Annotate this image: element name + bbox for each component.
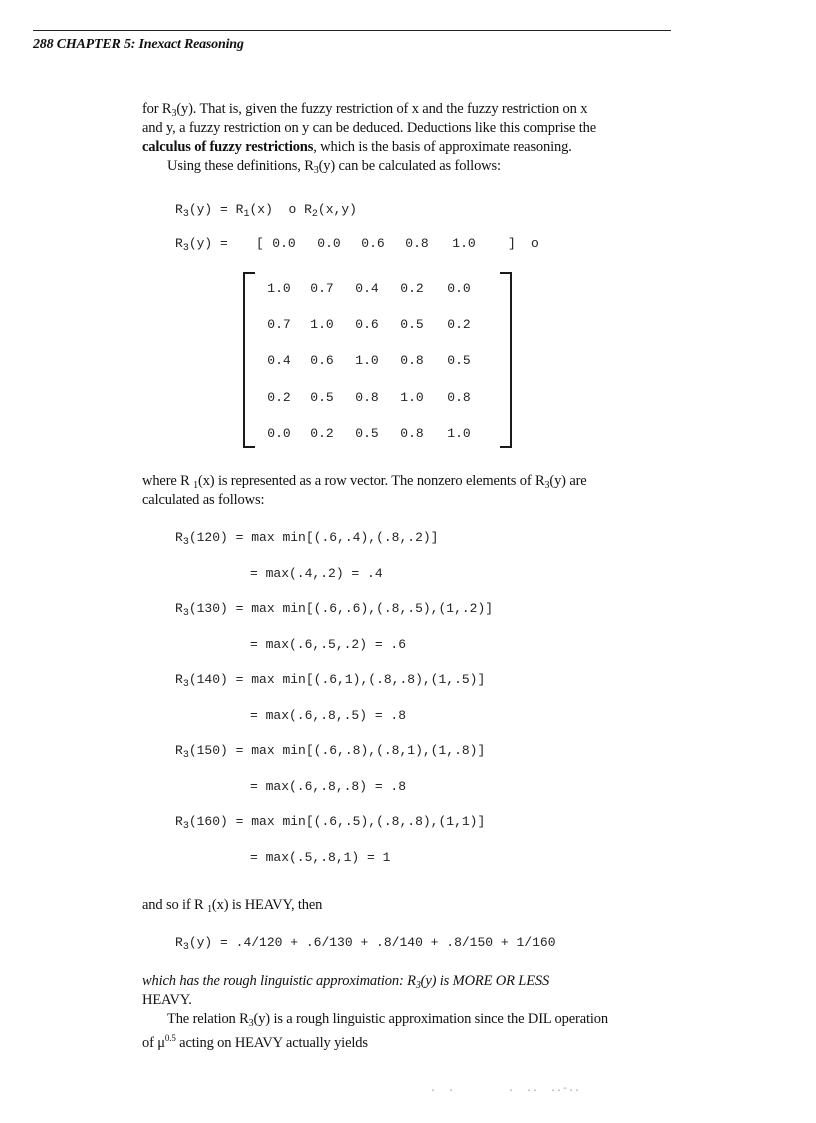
calc-line: $R_3(160) = \max \min[(.6,.5),(.8,.8),(1,1)]$ xyxy=(175,814,486,832)
chapter-title: CHAPTER 5: Inexact Reasoning xyxy=(56,37,244,52)
matrix-cell: 0.6 xyxy=(310,353,334,368)
composition-operator: o xyxy=(531,236,539,251)
calc-line: $R_3(120) = \max \min[(.6,.4),(.8,.2)]$ xyxy=(175,530,439,548)
matrix-cell: 0.5 xyxy=(400,317,424,332)
paragraph-heavy: and so if R $_1$(x) is HEAVY, then xyxy=(142,897,323,915)
page-number: 288 xyxy=(33,37,54,52)
matrix-cell: 0.2 xyxy=(447,317,471,332)
vector-cell: 0.8 xyxy=(405,236,429,251)
calc-line: $R_3(140) = \max \min[(.6,1),(.8,.8),(1,.5)]$ xyxy=(175,672,486,690)
matrix-cell: 1.0 xyxy=(355,353,379,368)
paragraph-where: where R $_1$(x) is represented as a row vector. The nonzero elements of $R_3(y)$ are calculated as follows: xyxy=(142,473,587,508)
calc-result: = max(.6,.8,.5) = .8 xyxy=(250,708,407,723)
header-text xyxy=(33,37,244,53)
matrix-cell: 0.8 xyxy=(355,390,379,405)
calc-result: = max(.4,.2) = .4 xyxy=(250,566,383,581)
matrix-cell: 0.7 xyxy=(310,281,334,296)
calc-line: $R_3(130) = \max \min[(.6,.6),(.8,.5),(1,.2)]$ xyxy=(175,601,494,619)
vector-cell: 0.0 xyxy=(317,236,341,251)
matrix-cell: 0.2 xyxy=(267,390,291,405)
matrix-cell: 0.5 xyxy=(355,426,379,441)
calc-result: = max(.6,.5,.2) = .6 xyxy=(250,637,407,652)
paragraph-intro: for $R_3(y)$. That is, given the fuzzy restriction of x and the fuzzy restriction on x and y, a fuzzy restriction on y can be deduced. Deductions like this comprise the calculus of fuzzy restrictions, which is the basis of approximate reasoning. Using these definitions, $R_3(y)$ can be calculated as follows: xyxy=(142,101,596,176)
vector-close-bracket: ] xyxy=(508,236,516,251)
matrix-cell: 1.0 xyxy=(310,317,334,332)
matrix-cell: 0.8 xyxy=(400,353,424,368)
equation-vector-label: $R_3(y)$ = xyxy=(175,236,236,254)
paragraph-approximation: which has the rough linguistic approximation: $R_3(y)$ is MORE OR LESS HEAVY. The relation $R_3(y)$ is a rough linguistic approximation since the DIL operation of $\mu^{0.5}$ acting on HEAVY actually yields xyxy=(142,973,608,1051)
matrix-cell: 0.5 xyxy=(310,390,334,405)
matrix-cell: 0.8 xyxy=(447,390,471,405)
vector-cell: 0.0 xyxy=(272,236,296,251)
matrix-cell: 0.2 xyxy=(400,281,424,296)
matrix-cell: 0.2 xyxy=(310,426,334,441)
matrix-cell: 0.7 xyxy=(267,317,291,332)
calc-result: = max(.5,.8,1) = 1 xyxy=(250,850,391,865)
scan-specks: . . . .. ..-.. xyxy=(430,1084,581,1095)
matrix-cell: 0.0 xyxy=(267,426,291,441)
matrix-cell: 1.0 xyxy=(267,281,291,296)
matrix-right-bracket xyxy=(500,272,512,448)
matrix-cell: 0.0 xyxy=(447,281,471,296)
matrix-cell: 0.4 xyxy=(267,353,291,368)
matrix-cell: 0.5 xyxy=(447,353,471,368)
vector-cell: 1.0 xyxy=(452,236,476,251)
matrix-cell: 0.8 xyxy=(400,426,424,441)
vector-cell: 0.6 xyxy=(361,236,385,251)
matrix-left-bracket xyxy=(243,272,255,448)
running-header xyxy=(33,30,671,53)
term-calculus: calculus of fuzzy restrictions xyxy=(142,139,314,155)
matrix-cell: 1.0 xyxy=(447,426,471,441)
matrix-cell: 0.6 xyxy=(355,317,379,332)
equation-composition: $R_3(y) = R_1(x)$ o $R_2(x,y)$ xyxy=(175,202,357,220)
vector-open-bracket: [ xyxy=(256,236,264,251)
matrix-cell: 0.4 xyxy=(355,281,379,296)
equation-result: $R_3(y) = .4/120 + .6/130 + .8/140 + .8/150 + 1/160$ xyxy=(175,935,556,953)
calc-line: $R_3(150) = \max \min[(.6,.8),(.8,1),(1,.8)]$ xyxy=(175,743,486,761)
calc-result: = max(.6,.8,.8) = .8 xyxy=(250,779,407,794)
matrix-cell: 1.0 xyxy=(400,390,424,405)
